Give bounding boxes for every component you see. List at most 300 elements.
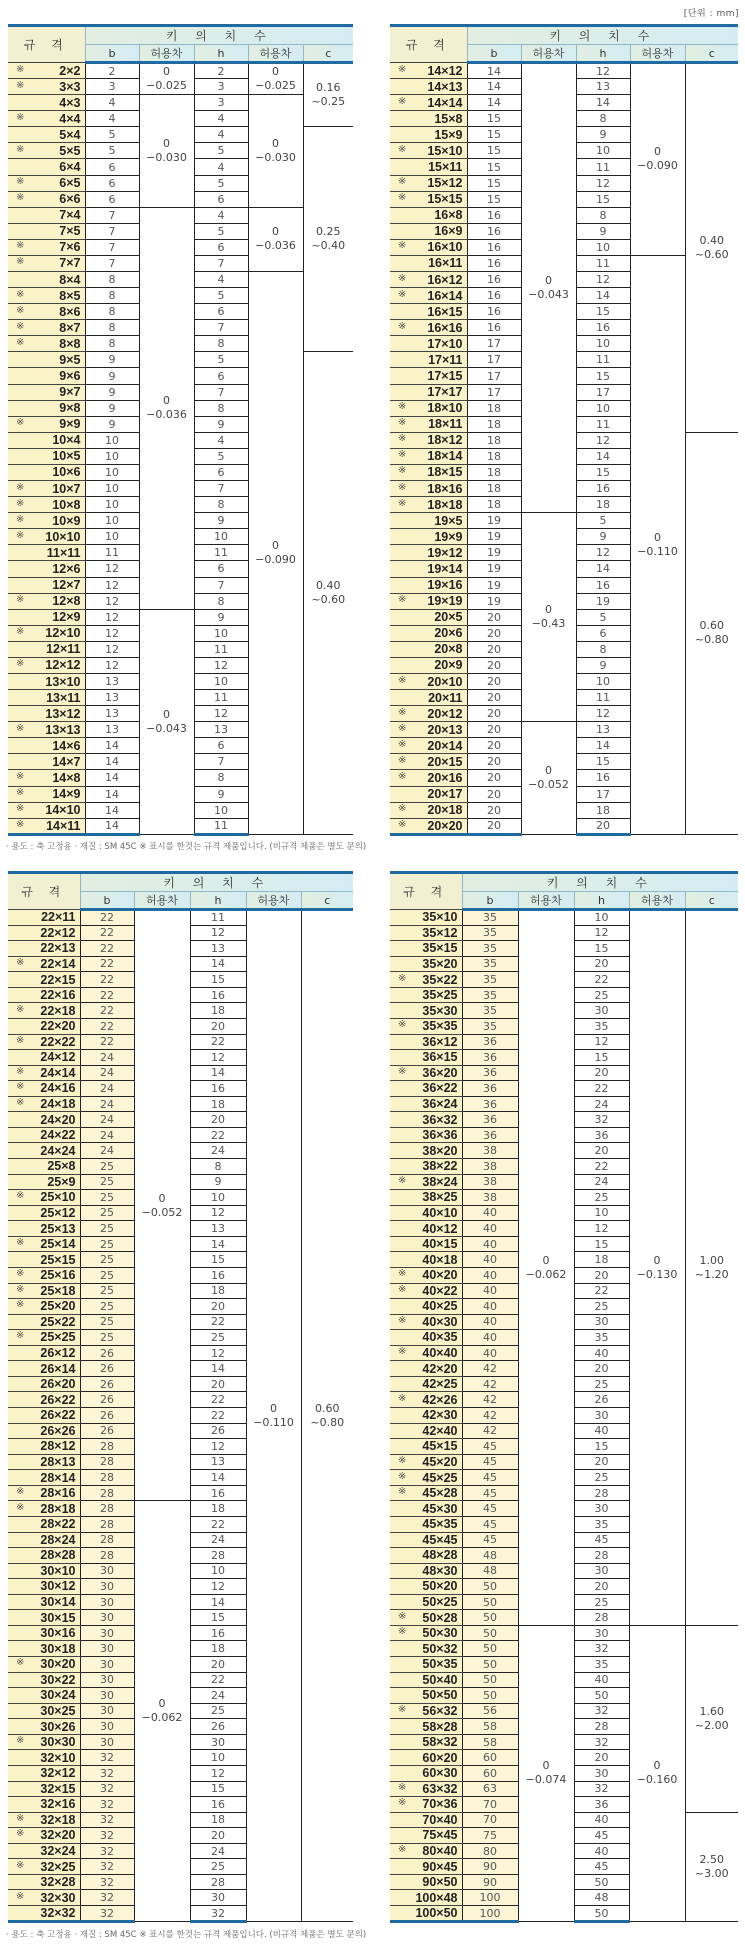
b-value: 16 — [467, 239, 521, 255]
spec-cell — [390, 1750, 462, 1766]
spec-cell — [8, 1781, 80, 1797]
b-tolerance-lower: −0.052 — [141, 1205, 183, 1219]
spec-cell — [390, 1143, 462, 1159]
h-value: 12 — [190, 1050, 246, 1066]
h-value: 26 — [190, 1719, 246, 1735]
h-value: 11 — [194, 545, 248, 561]
b-tolerance-lower: −0.043 — [146, 721, 187, 735]
h-value: 12 — [576, 432, 630, 448]
b-value: 16 — [467, 288, 521, 304]
spec-cell — [8, 320, 85, 336]
h-value: 12 — [576, 63, 630, 79]
b-value: 50 — [462, 1594, 518, 1610]
c-range — [303, 127, 353, 352]
spec-cell — [8, 1563, 80, 1579]
spec-cell — [8, 255, 85, 271]
h-value: 20 — [574, 1750, 629, 1766]
h-value: 5 — [576, 609, 630, 625]
standard-mark: ※ — [16, 818, 25, 830]
h-value: 4 — [194, 111, 248, 127]
b-value: 14 — [85, 770, 139, 786]
b-value: 75 — [462, 1828, 518, 1844]
h-value: 20 — [574, 956, 629, 972]
h-value: 7 — [194, 255, 248, 271]
b-value: 28 — [80, 1470, 134, 1486]
standard-mark: ※ — [16, 1501, 25, 1513]
b-value: 19 — [467, 561, 521, 577]
standard-mark: ※ — [398, 1392, 407, 1404]
b-value: 63 — [462, 1781, 518, 1797]
b-value: 25 — [80, 1330, 134, 1346]
b-value: 6 — [85, 191, 139, 207]
h-value: 10 — [574, 1205, 629, 1221]
spec-value: 25×20 — [40, 1299, 76, 1314]
standard-mark: ※ — [398, 497, 407, 509]
spec-value: 32×10 — [40, 1750, 76, 1765]
spec-cell — [8, 111, 85, 127]
standard-mark: ※ — [398, 449, 407, 461]
h-value: 8 — [194, 770, 248, 786]
h-value: 12 — [574, 925, 629, 941]
spec-value: 14×9 — [52, 787, 81, 802]
spec-cell — [390, 159, 467, 175]
b-value: 17 — [467, 368, 521, 384]
spec-cell — [390, 1127, 462, 1143]
spec-value: 32×16 — [40, 1797, 76, 1812]
h-value: 20 — [574, 1579, 629, 1595]
h-tolerance — [248, 63, 303, 95]
h-value: 35 — [574, 1018, 629, 1034]
standard-mark: ※ — [398, 465, 407, 477]
h-value: 20 — [574, 1065, 629, 1081]
h-value: 8 — [194, 400, 248, 416]
spec-cell — [8, 690, 85, 706]
b-value: 14 — [467, 63, 521, 79]
spec-value: 20×9 — [434, 658, 463, 673]
h-value: 6 — [576, 625, 630, 641]
spec-value: 12×6 — [52, 561, 81, 576]
spec-value: 18×11 — [428, 417, 463, 432]
h-value: 30 — [190, 1734, 246, 1750]
b-value: 8 — [85, 288, 139, 304]
b-value: 35 — [462, 956, 518, 972]
h-value: 10 — [194, 673, 248, 689]
spec-value: 58×28 — [422, 1719, 458, 1734]
b-value: 30 — [80, 1625, 134, 1641]
standard-mark: ※ — [16, 1657, 25, 1669]
h-value: 10 — [190, 1750, 246, 1766]
b-value: 28 — [80, 1516, 134, 1532]
h-tolerance-upper: 0 — [653, 1253, 661, 1267]
spec-cell — [8, 802, 85, 818]
spec-cell — [390, 1859, 462, 1875]
h-tolerance-lower: −0.110 — [637, 544, 678, 558]
spec-cell — [8, 1159, 80, 1175]
h-value: 35 — [574, 1516, 629, 1532]
b-value: 4 — [85, 95, 139, 111]
spec-value: 16×16 — [427, 320, 463, 335]
spec-cell — [390, 1345, 462, 1361]
spec-cell — [8, 972, 80, 988]
h-value: 32 — [574, 1112, 629, 1128]
b-value: 30 — [80, 1688, 134, 1704]
b-value: 45 — [462, 1485, 518, 1501]
header-key-dimensions: 키 의 치 수 — [467, 26, 738, 45]
header-key-dimensions: 키 의 치 수 — [80, 873, 353, 892]
b-value: 25 — [80, 1174, 134, 1190]
h-value: 11 — [576, 416, 630, 432]
b-tolerance — [139, 95, 194, 208]
h-value: 11 — [576, 159, 630, 175]
h-value: 13 — [576, 79, 630, 95]
h-value: 13 — [576, 722, 630, 738]
spec-value: 90×45 — [422, 1859, 458, 1874]
spec-cell — [390, 1548, 462, 1564]
spec-cell — [8, 1096, 80, 1112]
h-value: 26 — [574, 1392, 629, 1408]
h-value: 15 — [576, 754, 630, 770]
spec-value: 50×50 — [422, 1688, 458, 1703]
spec-value: 11×11 — [46, 545, 81, 560]
b-tolerance — [518, 910, 574, 1626]
h-value: 13 — [194, 722, 248, 738]
b-tolerance-lower: −0.062 — [525, 1267, 567, 1281]
spec-cell — [390, 1174, 462, 1190]
h-value: 16 — [190, 1267, 246, 1283]
b-value: 40 — [462, 1267, 518, 1283]
spec-value: 7×7 — [59, 256, 81, 271]
spec-cell — [390, 972, 462, 988]
h-value: 6 — [194, 191, 248, 207]
standard-mark: ※ — [398, 738, 407, 750]
b-value: 9 — [85, 384, 139, 400]
spec-value: 40×18 — [422, 1252, 458, 1267]
spec-value: 45×25 — [422, 1470, 458, 1485]
b-value: 35 — [462, 925, 518, 941]
b-tolerance-lower: −0.052 — [528, 777, 569, 791]
spec-cell — [8, 1267, 80, 1283]
spec-cell — [8, 754, 85, 770]
spec-cell — [390, 925, 462, 941]
spec-cell — [8, 1657, 80, 1673]
spec-value: 16×9 — [434, 224, 463, 239]
spec-value: 24×14 — [40, 1065, 76, 1080]
c-range-lower: ~2.00 — [694, 1718, 729, 1732]
h-value: 20 — [190, 1018, 246, 1034]
h-value: 7 — [194, 384, 248, 400]
b-value: 42 — [462, 1423, 518, 1439]
h-value: 22 — [190, 1034, 246, 1050]
spec-cell — [390, 1734, 462, 1750]
h-value: 4 — [194, 159, 248, 175]
standard-mark: ※ — [16, 787, 25, 799]
standard-mark: ※ — [16, 770, 25, 782]
header-h-tolerance: 허용차 — [629, 892, 685, 910]
h-value: 17 — [576, 384, 630, 400]
h-tolerance-lower: −0.025 — [255, 79, 296, 93]
spec-value: 35×15 — [422, 941, 458, 956]
spec-cell — [8, 63, 85, 79]
h-value: 22 — [574, 1283, 629, 1299]
spec-cell — [390, 561, 467, 577]
b-tolerance-lower: −0.036 — [146, 408, 187, 422]
standard-mark: ※ — [16, 79, 25, 91]
h-value: 6 — [194, 239, 248, 255]
h-tolerance — [248, 207, 303, 271]
b-tolerance — [139, 207, 194, 609]
spec-value: 32×32 — [40, 1906, 76, 1920]
h-tolerance-upper: 0 — [653, 1759, 661, 1773]
h-value: 22 — [190, 1314, 246, 1330]
spec-value: 9×8 — [59, 401, 81, 416]
c-range-lower: ~0.40 — [311, 239, 346, 253]
h-value: 6 — [194, 304, 248, 320]
spec-value: 25×15 — [40, 1252, 76, 1267]
b-value: 20 — [467, 657, 521, 673]
b-value: 19 — [467, 513, 521, 529]
b-value: 50 — [462, 1672, 518, 1688]
b-value: 4 — [85, 111, 139, 127]
spec-value: 8×8 — [59, 336, 81, 351]
spec-value: 30×25 — [40, 1703, 76, 1718]
b-value: 24 — [80, 1096, 134, 1112]
standard-mark: ※ — [16, 803, 25, 815]
h-value: 11 — [576, 690, 630, 706]
h-tolerance-upper: 0 — [272, 65, 279, 79]
standard-mark: ※ — [398, 1174, 407, 1186]
b-value: 15 — [467, 159, 521, 175]
b-value: 10 — [85, 497, 139, 513]
b-value: 20 — [467, 738, 521, 754]
spec-cell — [390, 416, 467, 432]
b-value: 45 — [462, 1516, 518, 1532]
spec-value: 35×30 — [422, 1003, 458, 1018]
h-value: 5 — [194, 143, 248, 159]
spec-value: 63×32 — [422, 1781, 458, 1796]
spec-cell — [390, 706, 467, 722]
h-value: 15 — [190, 1252, 246, 1268]
spec-value: 20×10 — [427, 674, 463, 689]
b-tolerance — [521, 63, 576, 513]
header-b-tolerance: 허용차 — [134, 892, 190, 910]
b-value: 18 — [467, 400, 521, 416]
spec-value: 18×14 — [427, 449, 463, 464]
spec-cell — [390, 1439, 462, 1455]
header-h: h — [194, 45, 248, 63]
h-value: 10 — [576, 239, 630, 255]
spec-value: 17×15 — [427, 369, 463, 384]
h-tolerance — [630, 63, 685, 256]
h-value: 12 — [576, 545, 630, 561]
h-value: 18 — [190, 1641, 246, 1657]
spec-value: 30×26 — [40, 1719, 76, 1734]
h-value: 3 — [194, 95, 248, 111]
b-tolerance — [139, 609, 194, 834]
spec-cell — [390, 1688, 462, 1704]
b-value: 50 — [462, 1579, 518, 1595]
h-value: 12 — [576, 272, 630, 288]
h-value: 32 — [574, 1734, 629, 1750]
b-value: 22 — [80, 941, 134, 957]
header-h: h — [574, 892, 629, 910]
b-value: 25 — [80, 1205, 134, 1221]
b-value: 20 — [467, 786, 521, 802]
h-value: 16 — [576, 770, 630, 786]
table-row — [8, 95, 353, 111]
spec-value: 12×12 — [45, 658, 81, 673]
h-value: 50 — [574, 1874, 629, 1890]
b-value: 30 — [80, 1579, 134, 1595]
spec-value: 8×5 — [59, 288, 81, 303]
h-tolerance — [246, 910, 301, 1922]
h-value: 12 — [574, 1034, 629, 1050]
spec-cell — [8, 159, 85, 175]
spec-cell — [390, 1594, 462, 1610]
b-value: 24 — [80, 1065, 134, 1081]
h-value: 24 — [574, 1174, 629, 1190]
spec-cell — [8, 1345, 80, 1361]
spec-cell — [8, 1859, 80, 1875]
b-tolerance-upper: 0 — [542, 1253, 550, 1267]
b-value: 50 — [462, 1610, 518, 1626]
standard-mark: ※ — [398, 1610, 407, 1622]
h-value: 15 — [576, 304, 630, 320]
h-value: 20 — [574, 1267, 629, 1283]
h-value: 19 — [576, 593, 630, 609]
standard-mark: ※ — [16, 594, 25, 606]
b-value: 70 — [462, 1797, 518, 1813]
h-value: 18 — [576, 497, 630, 513]
spec-cell — [8, 1812, 80, 1828]
spec-value: 26×22 — [40, 1408, 76, 1423]
spec-value: 15×12 — [427, 176, 463, 191]
b-value: 16 — [467, 320, 521, 336]
h-value: 28 — [574, 1548, 629, 1564]
h-value: 18 — [190, 1501, 246, 1517]
h-tolerance-upper: 0 — [272, 538, 279, 552]
c-range-upper: 0.16 — [316, 81, 341, 95]
h-value: 7 — [194, 320, 248, 336]
h-tolerance — [629, 1625, 685, 1921]
b-value: 9 — [85, 368, 139, 384]
b-value: 20 — [467, 625, 521, 641]
spec-cell — [8, 79, 85, 95]
spec-value: 7×4 — [59, 208, 81, 223]
spec-value: 42×30 — [422, 1408, 458, 1423]
spec-cell — [8, 925, 80, 941]
h-value: 14 — [576, 561, 630, 577]
h-value: 14 — [576, 448, 630, 464]
h-value: 16 — [190, 1625, 246, 1641]
spec-cell — [8, 1470, 80, 1486]
spec-cell — [8, 1236, 80, 1252]
spec-cell — [8, 1190, 80, 1206]
spec-value: 32×18 — [40, 1812, 76, 1827]
b-tolerance — [139, 63, 194, 95]
spec-value: 12×10 — [45, 626, 81, 641]
spec-value: 36×24 — [422, 1097, 458, 1112]
b-value: 14 — [85, 802, 139, 818]
spec-cell — [390, 497, 467, 513]
b-value: 20 — [467, 641, 521, 657]
spec-cell — [8, 609, 85, 625]
standard-mark: ※ — [16, 1034, 25, 1046]
spec-cell — [390, 127, 467, 143]
standard-mark: ※ — [16, 481, 25, 493]
standard-mark: ※ — [398, 1470, 407, 1482]
b-value: 16 — [467, 304, 521, 320]
b-value: 25 — [80, 1314, 134, 1330]
h-value: 40 — [574, 1672, 629, 1688]
spec-value: 28×13 — [40, 1454, 76, 1469]
h-value: 10 — [574, 910, 629, 926]
spec-value: 100×48 — [415, 1890, 458, 1905]
spec-value: 15×10 — [427, 143, 463, 158]
key-spec-table-top-left — [8, 24, 353, 836]
c-range-lower: ~0.60 — [311, 593, 346, 607]
spec-cell — [390, 63, 467, 79]
c-range — [303, 352, 353, 834]
spec-value: 45×45 — [422, 1532, 458, 1547]
spec-value: 30×16 — [40, 1626, 76, 1641]
standard-mark: ※ — [16, 497, 25, 509]
b-value: 25 — [80, 1190, 134, 1206]
spec-cell — [8, 1174, 80, 1190]
h-tolerance-upper: 0 — [654, 145, 661, 159]
spec-cell — [390, 738, 467, 754]
header-b: b — [80, 892, 134, 910]
h-tolerance — [248, 272, 303, 835]
spec-cell — [390, 1563, 462, 1579]
spec-value: 12×8 — [52, 594, 81, 609]
h-value: 4 — [194, 272, 248, 288]
h-value: 32 — [574, 1781, 629, 1797]
standard-mark: ※ — [398, 1065, 407, 1077]
h-value: 15 — [574, 1236, 629, 1252]
h-value: 8 — [190, 1159, 246, 1175]
c-range-lower: ~3.00 — [694, 1866, 729, 1880]
spec-cell — [8, 577, 85, 593]
spec-cell — [8, 529, 85, 545]
h-value: 28 — [574, 1610, 629, 1626]
h-value: 25 — [190, 1703, 246, 1719]
spec-value: 50×28 — [422, 1610, 458, 1625]
h-tolerance-upper: 0 — [272, 136, 279, 150]
h-value: 22 — [574, 972, 629, 988]
b-value: 25 — [80, 1221, 134, 1237]
b-value: 45 — [462, 1439, 518, 1455]
spec-cell — [8, 304, 85, 320]
spec-cell — [390, 1890, 462, 1906]
spec-value: 35×35 — [422, 1019, 458, 1034]
spec-value: 20×15 — [427, 754, 463, 769]
h-value: 14 — [190, 1065, 246, 1081]
b-value: 16 — [467, 272, 521, 288]
spec-value: 9×5 — [59, 352, 81, 367]
h-value: 30 — [574, 1625, 629, 1641]
spec-cell — [390, 818, 467, 834]
b-value: 24 — [80, 1050, 134, 1066]
spec-cell — [8, 352, 85, 368]
h-value: 8 — [576, 641, 630, 657]
spec-value: 40×20 — [422, 1268, 458, 1283]
spec-cell — [8, 239, 85, 255]
standard-mark: ※ — [16, 192, 25, 204]
spec-value: 22×15 — [40, 972, 76, 987]
spec-value: 42×25 — [422, 1377, 458, 1392]
spec-cell — [8, 1439, 80, 1455]
b-value: 25 — [80, 1267, 134, 1283]
